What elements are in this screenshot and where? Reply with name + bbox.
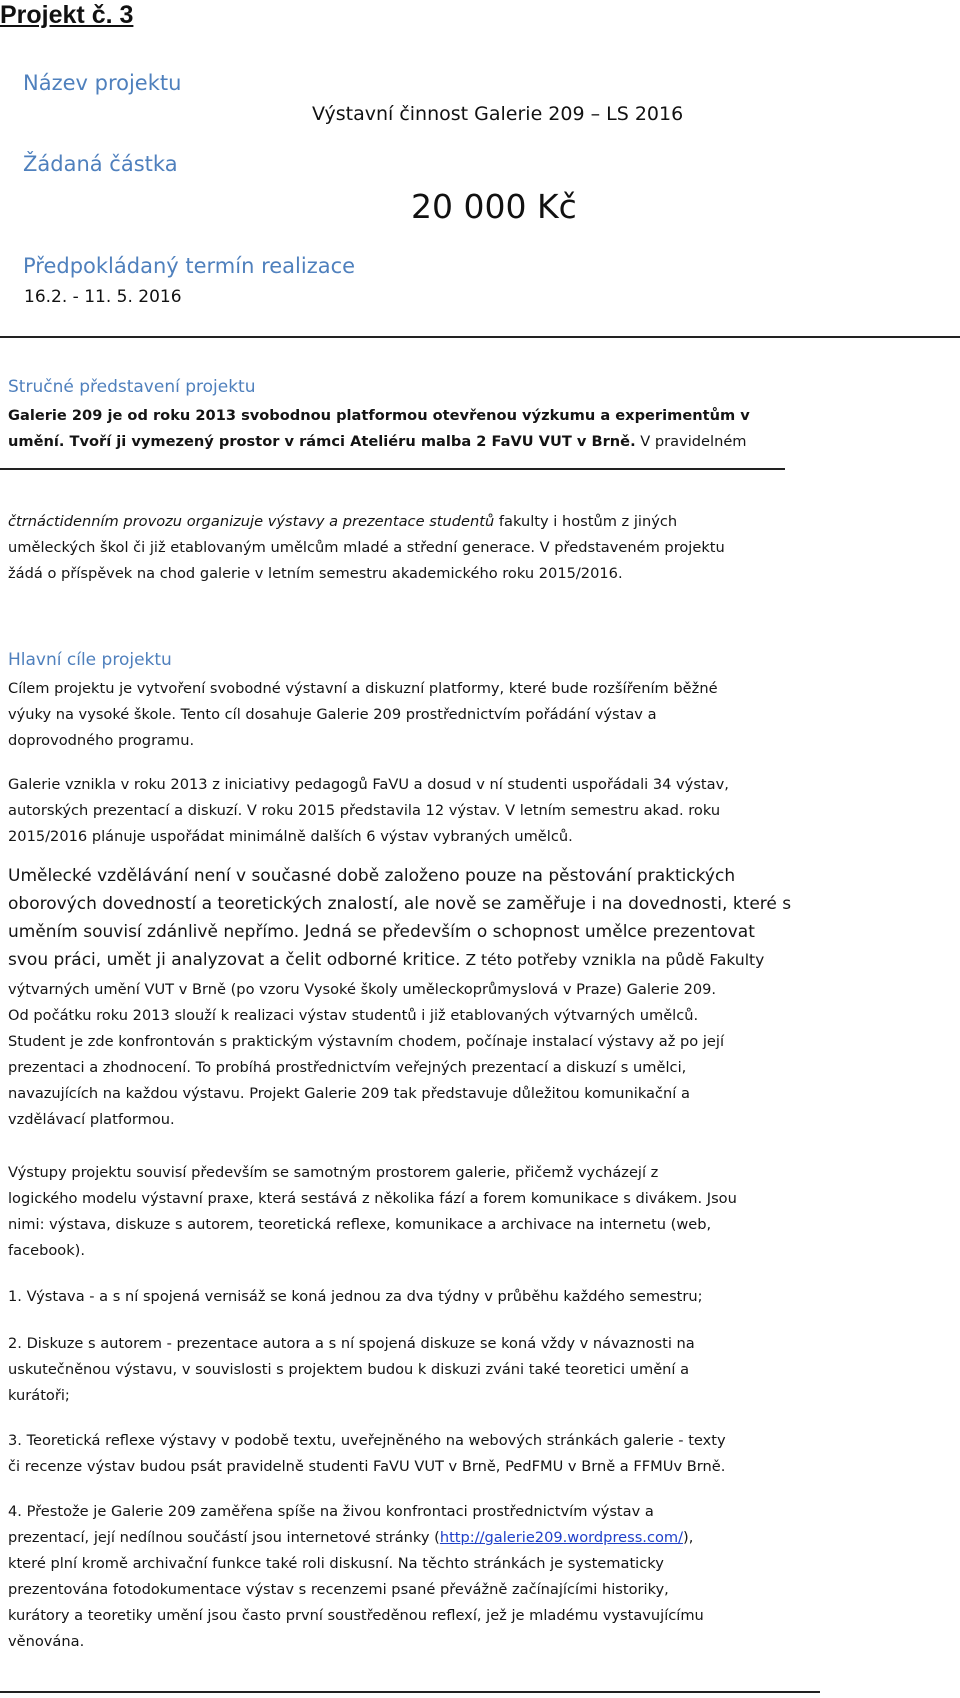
amount-label: Žádaná částka: [23, 152, 178, 176]
goals-p3-large: [8, 862, 953, 974]
goals-p3-line: svou práci, umět ji analyzovat a čelit odborné kritice. Z této potřeby vznikla na půdě Fakulty: [8, 950, 765, 970]
divider-bottom: [0, 1691, 820, 1693]
goals-p3-line: výtvarných umění VUT v Brně (po vzoru Vysoké školy uměleckoprůmyslová v Praze) Galerie 209.: [8, 981, 717, 998]
goals-p3-line: oborových dovedností a teoretických znalostí, ale nově se zaměřuje i na dovednosti, které s: [8, 894, 792, 914]
intro-cont-line-1: čtrnáctidenním provozu organizuje výstavy a prezentace studentů fakulty i hostům z jiných: [8, 513, 678, 530]
goals-p4-line: Výstupy projektu souvisí především se samotným prostorem galerie, přičemž vycházejí z: [8, 1164, 659, 1181]
intro-cont-line-2: uměleckých škol či již etablovaným umělcům mladé a střední generace. V představeném projektu: [8, 539, 725, 556]
goals-p3-line: prezentaci a zhodnocení. To probíhá prostřednictvím veřejných prezentací a diskuzí s umělci,: [8, 1059, 687, 1076]
goals-title: Hlavní cíle projektu: [8, 650, 172, 670]
list-item-4-line: které plní kromě archivační funkce také roli diskusní. Na těchto stránkách je systematicky: [8, 1555, 664, 1572]
goals-p4-line: facebook).: [8, 1242, 85, 1259]
list-item-3-line: či recenze výstav budou psát pravidelně studenti FaVU VUT v Brně, PedFMU v Brně a FFMUv Brně.: [8, 1458, 726, 1475]
goals-p2: [8, 772, 953, 850]
goals-p3-line: vzdělávací platformou.: [8, 1111, 175, 1128]
project-name-value: Výstavní činnost Galerie 209 – LS 2016: [312, 103, 684, 125]
divider-top: [0, 336, 960, 338]
goals-p3-line: Umělecké vzdělávání není v současné době založeno pouze na pěstování praktických: [8, 866, 736, 886]
gallery-website-link[interactable]: http://galerie209.wordpress.com/: [439, 1529, 684, 1546]
intro-line-2: umění. Tvoří ji vymezený prostor v rámci Ateliéru malba 2 FaVU VUT v Brně. V pravidelném: [8, 433, 747, 450]
list-item-4-line: věnována.: [8, 1633, 85, 1650]
intro-cont-line-3: žádá o příspěvek na chod galerie v letním semestru akademického roku 2015/2016.: [8, 565, 623, 582]
goals-p1-line: Cílem projektu je vytvoření svobodné výstavní a diskuzní platformy, které bude rozšířením běžné: [8, 680, 718, 697]
list-item-3-line: 3. Teoretická reflexe výstavy v podobě textu, uveřejněného na webových stránkách galerie - texty: [8, 1432, 726, 1449]
goals-p3-line: Od počátku roku 2013 slouží k realizaci výstav studentů i již etablovaných výtvarných umělců.: [8, 1007, 699, 1024]
intro-title: Stručné představení projektu: [8, 377, 256, 397]
list-item-1: [8, 1284, 953, 1310]
goals-p1-line: výuky na vysoké škole. Tento cíl dosahuje Galerie 209 prostřednictvím pořádání výstav a: [8, 706, 657, 723]
goals-p4-line: logického modelu výstavní praxe, která sestává z několika fází a forem komunikace s divákem. Jsou: [8, 1190, 737, 1207]
term-label: Předpokládaný termín realizace: [23, 254, 356, 278]
list-item-2-line: uskutečněnou výstavu, v souvislosti s projektem budou k diskuzi zváni také teoretici umění a: [8, 1361, 690, 1378]
goals-p1-line: doprovodného programu.: [8, 732, 195, 749]
goals-p3-line: navazujících na každou výstavu. Projekt Galerie 209 tak představuje důležitou komunikační a: [8, 1085, 690, 1102]
amount-value: 20 000 Kč: [411, 187, 577, 226]
goals-p3-line: uměním souvisí zdánlivě nepřímo. Jedná se především o schopnost umělce prezentovat: [8, 922, 755, 942]
list-item-3: [8, 1428, 953, 1480]
list-item-2-line: 2. Diskuze s autorem - prezentace autora a s ní spojená diskuze se koná vždy v návaznosti na: [8, 1335, 695, 1352]
page-heading: Projekt č. 3: [0, 1, 134, 29]
list-item-4-line: prezentací, její nedílnou součástí jsou internetové stránky (http://galerie209.wordpress.com/),: [8, 1529, 694, 1546]
list-item-4-line: prezentována fotodokumentace výstav s recenzemi psané převážně začínajícími historiky,: [8, 1581, 669, 1598]
goals-body: [8, 676, 953, 754]
intro-bold-text: [8, 403, 948, 455]
list-item-4-line: 4. Přestože je Galerie 209 zaměřena spíše na živou konfrontaci prostřednictvím výstav a: [8, 1503, 654, 1520]
list-item-2: [8, 1331, 953, 1409]
goals-p3-line: Student je zde konfrontován s praktickým výstavním chodem, počínaje instalací výstavy až po její: [8, 1033, 725, 1050]
list-item-4: [8, 1499, 953, 1655]
list-item-1-line: 1. Výstava - a s ní spojená vernisáž se koná jednou za dva týdny v průběhu každého semestru;: [8, 1288, 703, 1305]
intro-continued: [8, 509, 948, 587]
goals-p2-line: 2015/2016 plánuje uspořádat minimálně dalších 6 výstav vybraných umělců.: [8, 828, 573, 845]
goals-p4: [8, 1160, 953, 1264]
goals-p2-line: Galerie vznikla v roku 2013 z iniciativy pedagogů FaVU a dosud v ní studenti uspořádali 34 výstav,: [8, 776, 729, 793]
goals-p4-line: nimi: výstava, diskuze s autorem, teoretická reflexe, komunikace a archivace na internetu (web,: [8, 1216, 712, 1233]
project-name-label: Název projektu: [23, 71, 182, 95]
intro-line-1: Galerie 209 je od roku 2013 svobodnou platformou otevřenou výzkumu a experimentům v: [8, 407, 750, 424]
term-value: 16.2. - 11. 5. 2016: [24, 287, 182, 307]
goals-p2-line: autorských prezentací a diskuzí. V roku 2015 představila 12 výstav. V letním semestru akad. roku: [8, 802, 721, 819]
goals-p3-rest: [8, 977, 953, 1133]
list-item-4-line: kurátory a teoretiky umění jsou často první soustředěnou reflexí, jež je mladému vystavujícímu: [8, 1607, 704, 1624]
list-item-2-line: kurátoři;: [8, 1387, 70, 1404]
divider-page-break: [0, 468, 785, 470]
